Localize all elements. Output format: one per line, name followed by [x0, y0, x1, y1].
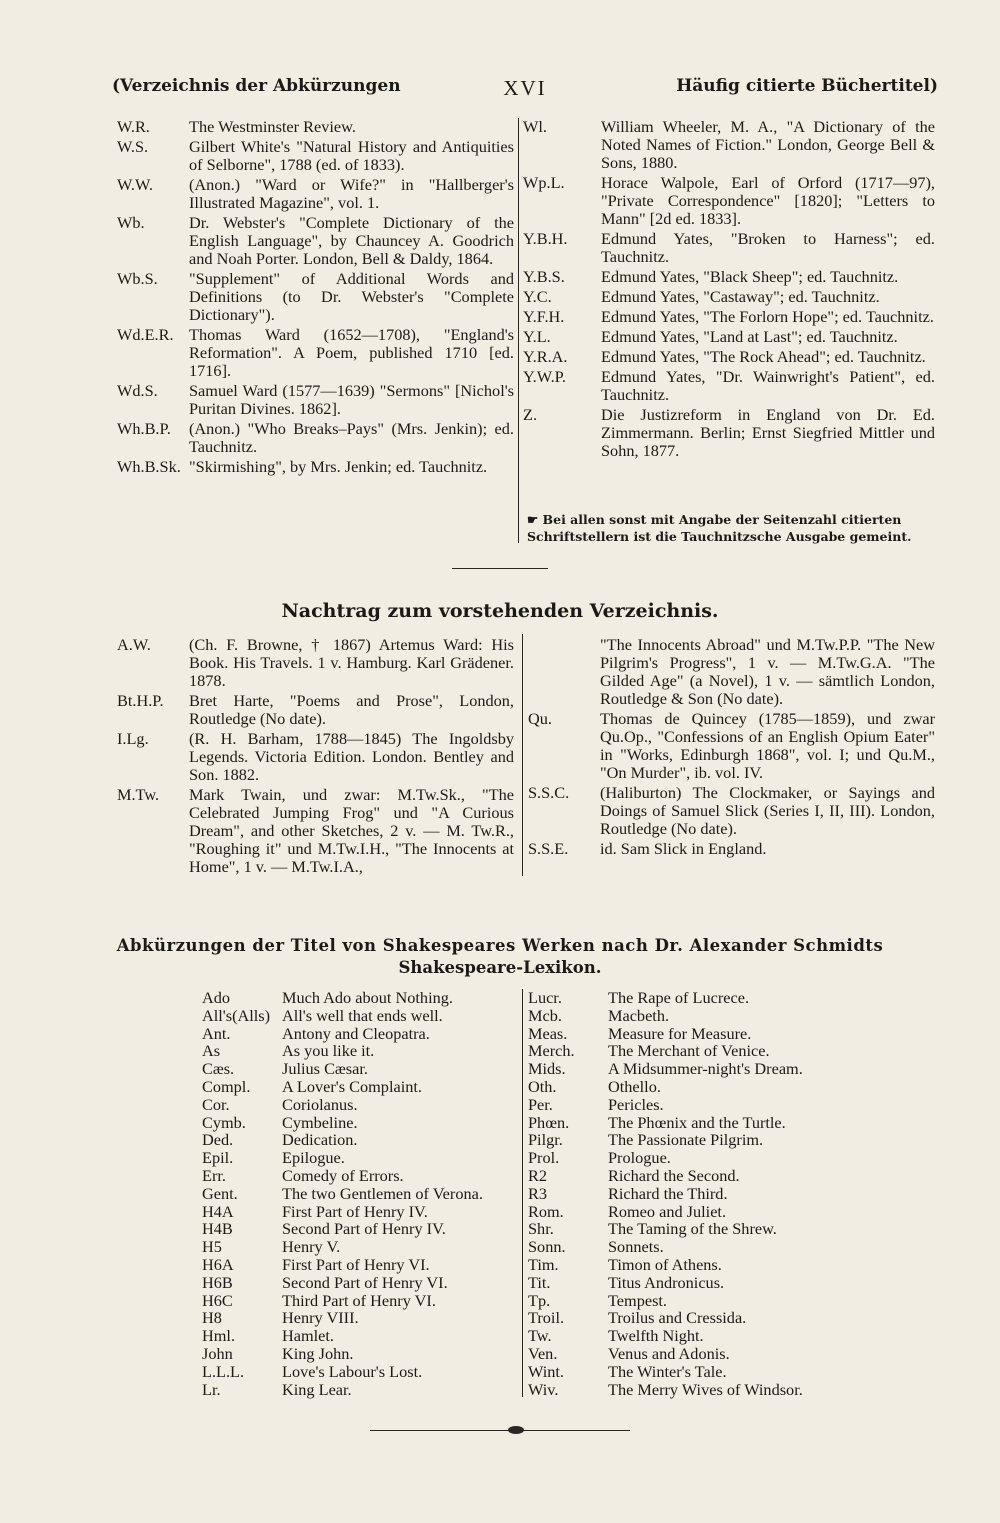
play-abbreviation: R3 [528, 1183, 548, 1203]
list-item [523, 328, 935, 346]
entry-text: Horace Walpole, Earl of Orford (1717—97), "Private Correspondence" [1820]; "Letters to Mann" [2d ed. 1833]. [601, 173, 935, 228]
entry-text: "Skirmishing", by Mrs. Jenkin; ed. Tauchnitz. [189, 457, 488, 476]
list-item [528, 710, 935, 782]
play-title: Prologue. [608, 1148, 671, 1168]
play-abbreviation: Wint. [528, 1361, 564, 1381]
header-right: Häufig citierte Büchertitel) [676, 76, 938, 96]
play-title: The Merchant of Venice. [608, 1041, 770, 1061]
list-item [202, 1345, 522, 1363]
list-item [202, 1203, 522, 1221]
play-abbreviation: John [202, 1343, 233, 1363]
list-item [523, 268, 935, 286]
entry-text: William Wheeler, M. A., "A Dictionary of the Noted Names of Fiction." London, George Bell & Sons, 1880. [601, 117, 935, 172]
play-title: The Winter's Tale. [608, 1361, 727, 1381]
play-abbreviation: Mcb. [528, 1005, 562, 1025]
list-item [202, 1060, 522, 1078]
play-abbreviation: Ant. [202, 1023, 231, 1043]
play-title: Troilus and Cressida. [608, 1308, 747, 1328]
play-abbreviation: Hml. [202, 1326, 236, 1346]
play-title: Hamlet. [282, 1326, 334, 1346]
list-item [528, 1292, 858, 1310]
list-item [528, 1096, 858, 1114]
list-item [528, 636, 935, 708]
list-item [528, 1025, 858, 1043]
entry-text: Edmund Yates, "Land at Last"; ed. Tauchnitz. [601, 327, 898, 346]
play-title: The two Gentlemen of Verona. [282, 1183, 483, 1203]
play-title: The Rape of Lucrece. [608, 988, 750, 1007]
entry-abbreviation: Y.L. [523, 327, 551, 346]
list-item [523, 368, 935, 404]
entry-text: (Anon.) "Ward or Wife?" in "Hallberger's Illustrated Magazine", vol. 1. [189, 175, 514, 212]
list-item [528, 1309, 858, 1327]
play-title: The Merry Wives of Windsor. [608, 1379, 803, 1399]
list-item [117, 270, 514, 324]
list-item [528, 784, 935, 838]
play-abbreviation: Shr. [528, 1219, 554, 1239]
list-item [523, 348, 935, 366]
play-abbreviation: Rom. [528, 1201, 564, 1221]
list-item [528, 1078, 858, 1096]
entry-text: Edmund Yates, "Dr. Wainwright's Patient", ed. Tauchnitz. [601, 367, 935, 404]
play-abbreviation: Ado [202, 988, 231, 1007]
list-item [528, 1131, 858, 1149]
list-item [202, 1185, 522, 1203]
play-abbreviation: Compl. [202, 1076, 251, 1096]
play-abbreviation: Sonn. [528, 1237, 566, 1257]
list-item [202, 1292, 522, 1310]
list-item [202, 1256, 522, 1274]
play-title: First Part of Henry VI. [282, 1254, 430, 1274]
play-abbreviation: Cor. [202, 1094, 230, 1114]
play-abbreviation: All's(Alls) [202, 1005, 271, 1025]
play-abbreviation: H6C [202, 1290, 233, 1310]
play-abbreviation: H6B [202, 1272, 233, 1292]
play-abbreviation: Tim. [528, 1254, 559, 1274]
play-title: Antony and Cleopatra. [282, 1023, 430, 1043]
list-item [202, 1131, 522, 1149]
play-title: Sonnets. [608, 1237, 664, 1257]
section-rule [452, 568, 548, 569]
play-title: Pericles. [608, 1094, 664, 1114]
play-abbreviation: Gent. [202, 1183, 238, 1203]
play-abbreviation: H4B [202, 1219, 233, 1239]
page-number: XVI [503, 76, 547, 100]
list-item [202, 1025, 522, 1043]
list-item [528, 1203, 858, 1221]
entry-text: Edmund Yates, "The Forlorn Hope"; ed. Tauchnitz. [601, 307, 934, 326]
entry-abbreviation: Bt.H.P. [117, 691, 164, 710]
entry-abbreviation: Y.B.H. [523, 229, 568, 248]
play-title: Titus Andronicus. [608, 1272, 725, 1292]
entry-text: Edmund Yates, "The Rock Ahead"; ed. Tauchnitz. [601, 347, 926, 366]
play-abbreviation: Err. [202, 1165, 226, 1185]
list-item [528, 1220, 858, 1238]
list-item [117, 176, 514, 212]
play-title: Love's Labour's Lost. [282, 1361, 423, 1381]
entry-abbreviation: Wb.S. [117, 269, 158, 288]
play-title: Epilogue. [282, 1148, 345, 1168]
nachtrag-list-right [528, 636, 935, 860]
play-abbreviation: H8 [202, 1308, 222, 1328]
shakespeare-list-left [202, 989, 522, 1398]
entry-text: Edmund Yates, "Black Sheep"; ed. Tauchnitz. [601, 267, 899, 286]
play-title: Tempest. [608, 1290, 667, 1310]
entry-abbreviation: S.S.E. [528, 839, 569, 858]
entry-abbreviation: Qu. [528, 709, 552, 728]
list-item [202, 1042, 522, 1060]
play-title: The Phœnix and the Turtle. [608, 1112, 786, 1132]
list-item [117, 382, 514, 418]
entry-abbreviation: W.W. [117, 175, 153, 194]
play-abbreviation: R2 [528, 1165, 548, 1185]
main-list-left [117, 118, 514, 478]
entry-text: Edmund Yates, "Castaway"; ed. Tauchnitz. [601, 287, 880, 306]
play-title: As you like it. [282, 1041, 375, 1061]
play-abbreviation: Ded. [202, 1130, 234, 1150]
play-abbreviation: Cymb. [202, 1112, 246, 1132]
column-divider [522, 634, 523, 876]
entry-abbreviation: S.S.C. [528, 783, 570, 802]
list-item [202, 1078, 522, 1096]
entry-abbreviation: M.Tw. [117, 785, 160, 804]
list-item [528, 1007, 858, 1025]
play-title: Timon of Athens. [608, 1254, 722, 1274]
list-item [523, 406, 935, 460]
play-title: First Part of Henry IV. [282, 1201, 428, 1221]
entry-abbreviation: Y.W.P. [523, 367, 566, 386]
list-item [117, 730, 514, 784]
entry-abbreviation: Wh.B.Sk. [117, 457, 181, 476]
entry-abbreviation: Wd.S. [117, 381, 158, 400]
play-title: Henry VIII. [282, 1308, 359, 1328]
entry-abbreviation: W.R. [117, 117, 150, 136]
shakespeare-list-right [528, 989, 858, 1398]
play-abbreviation: Prol. [528, 1148, 560, 1168]
entry-text: Thomas de Quincey (1785—1859), und zwar Qu.Op., "Confessions of an English Opium Eater" in "Works, Edinburgh 1868", vol. I; und Qu.M., "On Murder", ib. vol. IV. [600, 709, 935, 782]
list-item [202, 989, 522, 1007]
play-abbreviation: Epil. [202, 1148, 234, 1168]
end-ornament [508, 1426, 524, 1434]
play-abbreviation: As [202, 1041, 221, 1061]
play-abbreviation: H5 [202, 1237, 222, 1257]
play-title: Dedication. [282, 1130, 358, 1150]
entry-abbreviation: Wb. [117, 213, 145, 232]
main-list-right [523, 118, 935, 462]
play-abbreviation: Mids. [528, 1059, 566, 1079]
play-title: The Passionate Pilgrim. [608, 1130, 764, 1150]
play-title: A Lover's Complaint. [282, 1076, 422, 1096]
entry-text: Edmund Yates, "Broken to Harness"; ed. Tauchnitz. [601, 229, 935, 266]
list-item [523, 174, 935, 228]
entry-abbreviation: Wp.L. [523, 173, 565, 192]
header-left: (Verzeichnis der Abkürzungen [112, 76, 401, 96]
entry-abbreviation: Y.F.H. [523, 307, 565, 326]
entry-text: Gilbert White's "Natural History and Antiquities of Selborne", 1788 (ed. of 1833). [189, 137, 514, 174]
list-item [117, 326, 514, 380]
entry-abbreviation [528, 636, 600, 708]
entry-abbreviation: A.W. [117, 635, 151, 654]
list-item [528, 1363, 858, 1381]
play-abbreviation: Tit. [528, 1272, 551, 1292]
entry-abbreviation: I.Lg. [117, 729, 149, 748]
play-abbreviation: Ven. [528, 1343, 558, 1363]
end-ornament-rule [370, 1430, 630, 1431]
entry-text: The Westminster Review. [189, 117, 356, 136]
footnote: ☛ Bei allen sonst mit Angabe der Seitenzahl citierten Schriftstellern ist die Tauchnitzsche Ausgabe gemeint. [527, 512, 912, 544]
list-item [117, 420, 514, 456]
list-item [523, 118, 935, 172]
play-abbreviation: Meas. [528, 1023, 568, 1043]
list-item [523, 288, 935, 306]
entry-abbreviation: Y.B.S. [523, 267, 565, 286]
list-item [117, 214, 514, 268]
play-abbreviation: Tw. [528, 1326, 552, 1346]
entry-text: Mark Twain, und zwar: M.Tw.Sk., "The Celebrated Jumping Frog" und "A Curious Dream", and other Sketches, 2 v. — M. Tw.R., "Roughing it" und M.Tw.I.H., "The Innocents at Home", 1 v. — M.Tw.I.A., [189, 785, 514, 876]
play-title: Comedy of Errors. [282, 1165, 404, 1185]
list-item [117, 138, 514, 174]
list-item [202, 1274, 522, 1292]
list-item [528, 1042, 858, 1060]
play-abbreviation: Tp. [528, 1290, 551, 1310]
list-item [117, 786, 514, 876]
play-abbreviation: Merch. [528, 1041, 575, 1061]
list-item [202, 1096, 522, 1114]
list-item [528, 1238, 858, 1256]
play-title: Venus and Adonis. [608, 1343, 730, 1363]
list-item [117, 692, 514, 728]
list-item [523, 308, 935, 326]
entry-text: (Anon.) "Who Breaks–Pays" (Mrs. Jenkin); ed. Tauchnitz. [189, 419, 514, 456]
play-abbreviation: H6A [202, 1254, 234, 1274]
play-abbreviation: Troil. [528, 1308, 565, 1328]
play-title: Othello. [608, 1076, 661, 1096]
nachtrag-list-left [117, 636, 514, 878]
list-item [117, 458, 514, 476]
play-title: Henry V. [282, 1237, 341, 1257]
entry-text: Die Justizreform in England von Dr. Ed. Zimmermann. Berlin; Ernst Siegfried Mittler und Sohn, 1877. [601, 405, 935, 460]
entry-text: Samuel Ward (1577—1639) "Sermons" [Nichol's Puritan Divines. 1862]. [189, 381, 514, 418]
play-abbreviation: Phœn. [528, 1112, 570, 1132]
entry-abbreviation: Wd.E.R. [117, 325, 174, 344]
play-title: King John. [282, 1343, 354, 1363]
play-abbreviation: Oth. [528, 1076, 557, 1096]
entry-abbreviation: W.S. [117, 137, 149, 156]
list-item [202, 1327, 522, 1345]
entry-text: (R. H. Barham, 1788—1845) The Ingoldsby Legends. Victoria Edition. London. Bentley and Son. 1882. [189, 729, 514, 784]
list-item [528, 1327, 858, 1345]
list-item [117, 118, 514, 136]
play-abbreviation: Pilgr. [528, 1130, 563, 1150]
play-title: All's well that ends well. [282, 1005, 443, 1025]
column-divider [522, 989, 523, 1397]
list-item [117, 636, 514, 690]
list-item [202, 1167, 522, 1185]
list-item [528, 1149, 858, 1167]
list-item [528, 1274, 858, 1292]
play-title: The Taming of the Shrew. [608, 1219, 777, 1239]
play-abbreviation: Wiv. [528, 1379, 559, 1399]
list-item [202, 1114, 522, 1132]
play-title: A Midsummer-night's Dream. [608, 1059, 803, 1079]
shakespeare-heading-line2: Shakespeare-Lexikon. [398, 958, 602, 977]
entry-abbreviation: Y.C. [523, 287, 552, 306]
play-abbreviation: Per. [528, 1094, 553, 1114]
play-abbreviation: H4A [202, 1201, 234, 1221]
entry-text: (Ch. F. Browne, † 1867) Artemus Ward: His Book. His Travels. 1 v. Hamburg. Karl Grädener. 1878. [189, 635, 514, 690]
entry-abbreviation: Wl. [523, 117, 547, 136]
list-item [528, 1167, 858, 1185]
list-item [528, 989, 858, 1007]
list-item [202, 1309, 522, 1327]
play-title: Coriolanus. [282, 1094, 358, 1114]
play-abbreviation: Cæs. [202, 1059, 235, 1079]
play-title: Second Part of Henry IV. [282, 1219, 446, 1239]
list-item [202, 1381, 522, 1399]
entry-text: "The Innocents Abroad" und M.Tw.P.P. "The New Pilgrim's Progress", 1 v. — M.Tw.G.A. "The Gilded Age" (a Novel), 1 v. — sämtlich London, Routledge & Son (No date). [600, 635, 935, 708]
play-title: Richard the Third. [608, 1183, 728, 1203]
list-item [528, 1185, 858, 1203]
entry-text: Dr. Webster's "Complete Dictionary of the English Language", by Chauncey A. Goodrich and Noah Porter. London, Bell & Daldy, 1864. [189, 213, 514, 268]
play-title: Macbeth. [608, 1005, 670, 1025]
list-item [202, 1363, 522, 1381]
list-item [528, 1256, 858, 1274]
shakespeare-heading: Abkürzungen der Titel von Shakespeares Werken nach Dr. Alexander Schmidts [116, 936, 884, 955]
play-title: Much Ado about Nothing. [282, 988, 453, 1007]
play-title: Cymbeline. [282, 1112, 358, 1132]
list-item [528, 840, 935, 858]
play-title: Third Part of Henry VI. [282, 1290, 436, 1310]
play-title: Richard the Second. [608, 1165, 740, 1185]
column-divider [518, 118, 519, 543]
play-title: Second Part of Henry VI. [282, 1272, 448, 1292]
list-item [528, 1345, 858, 1363]
list-item [202, 1007, 522, 1025]
nachtrag-heading: Nachtrag zum vorstehenden Verzeichnis. [281, 600, 719, 622]
list-item [528, 1060, 858, 1078]
entry-text: Bret Harte, "Poems and Prose", London, Routledge (No date). [189, 691, 514, 728]
play-title: King Lear. [282, 1379, 352, 1399]
entry-abbreviation: Z. [523, 405, 538, 424]
play-title: Measure for Measure. [608, 1023, 752, 1043]
list-item [202, 1220, 522, 1238]
play-title: Twelfth Night. [608, 1326, 704, 1346]
entry-text: id. Sam Slick in England. [600, 839, 767, 858]
entry-abbreviation: Wh.B.P. [117, 419, 171, 438]
entry-abbreviation: Y.R.A. [523, 347, 568, 366]
play-title: Julius Cæsar. [282, 1059, 368, 1079]
entry-text: (Haliburton) The Clockmaker, or Sayings and Doings of Samuel Slick (Series I, II, III). London, Routledge (No date). [600, 783, 935, 838]
entry-text: Thomas Ward (1652—1708), "England's Reformation". A Poem, published 1710 [ed. 1716]. [189, 325, 514, 380]
list-item [528, 1114, 858, 1132]
list-item [202, 1238, 522, 1256]
list-item [528, 1381, 858, 1399]
play-abbreviation: L.L.L. [202, 1361, 245, 1381]
play-abbreviation: Lucr. [528, 988, 562, 1007]
play-abbreviation: Lr. [202, 1379, 221, 1399]
play-title: Romeo and Juliet. [608, 1201, 727, 1221]
list-item [202, 1149, 522, 1167]
entry-text: "Supplement" of Additional Words and Definitions (to Dr. Webster's "Complete Dictionary"). [189, 269, 514, 324]
list-item [523, 230, 935, 266]
